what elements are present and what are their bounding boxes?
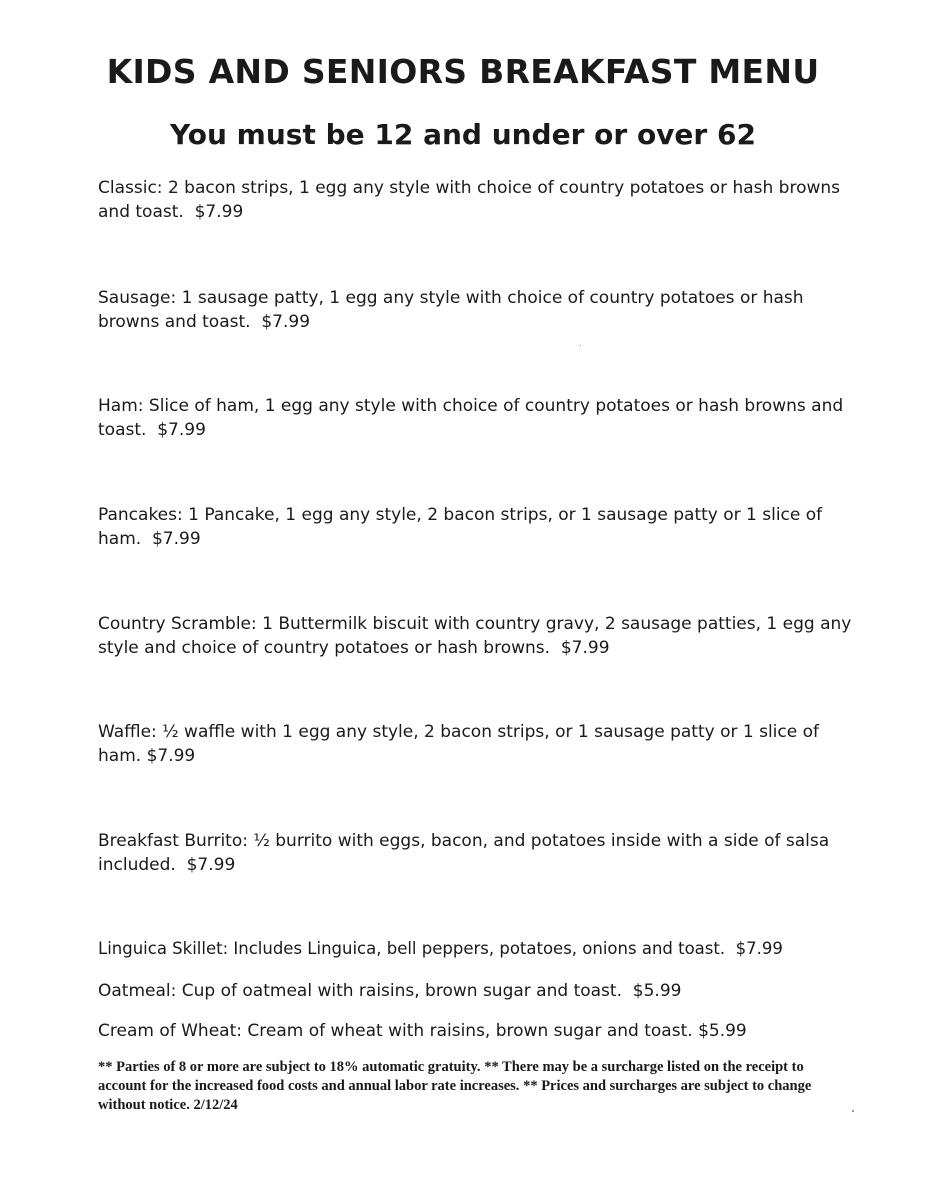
menu-item-classic: [98, 176, 858, 224]
menu-item-description: 1 sausage patty, 1 egg any style with choice of country potatoes or hash browns and toast.: [98, 288, 804, 332]
menu-item-sausage: [98, 286, 858, 334]
menu-title: KIDS AND SENIORS BREAKFAST MENU: [106, 52, 820, 91]
menu-item-name: Sausage:: [98, 288, 177, 308]
menu-item-description: Includes Linguica, bell peppers, potatoes, onions and toast.: [233, 939, 726, 958]
menu-item-name: Ham:: [98, 396, 144, 416]
menu-item-price: $7.99: [146, 746, 196, 766]
menu-item-price: $7.99: [560, 638, 610, 658]
menu-item-description: 1 Buttermilk biscuit with country gravy, 2 sausage patties, 1 egg any style and choice of country potatoes or hash browns.: [98, 614, 852, 658]
menu-item-description: 2 bacon strips, 1 egg any style with choice of country potatoes or hash browns and toast.: [98, 178, 841, 222]
menu-item-cream-of-wheat: [98, 1019, 888, 1043]
menu-item-name: Pancakes:: [98, 505, 183, 525]
gratuity-notice: ** Parties of 8 or more are subject to 18% automatic gratuity.: [98, 1059, 481, 1075]
menu-item-name: Breakfast Burrito:: [98, 831, 248, 851]
menu-item-pancakes: [98, 503, 858, 551]
menu-item-name: Oatmeal:: [98, 981, 177, 1001]
menu-item-description: 1 Pancake, 1 egg any style, 2 bacon strips, or 1 sausage patty or 1 slice of ham.: [98, 505, 823, 549]
menu-item-price: $7.99: [194, 202, 244, 222]
scan-speck: [852, 1110, 854, 1112]
menu-item-description: Cup of oatmeal with raisins, brown sugar and toast.: [181, 981, 622, 1001]
menu-item-description: Slice of ham, 1 egg any style with choice of country potatoes or hash browns and toast.: [98, 396, 844, 440]
menu-item-price: $5.99: [632, 981, 682, 1001]
menu-item-price: $7.99: [151, 529, 201, 549]
menu-item-price: $7.99: [261, 312, 311, 332]
menu-item-price: $7.99: [186, 855, 236, 875]
menu-item-linguica-skillet: [98, 937, 888, 961]
menu-item-description: ½ waffle with 1 egg any style, 2 bacon strips, or 1 sausage patty or 1 slice of ham.: [98, 722, 819, 766]
menu-item-price: $7.99: [735, 939, 783, 958]
menu-item-oatmeal: [98, 979, 858, 1003]
menu-item-breakfast-burrito: [98, 829, 858, 877]
menu-item-name: Classic:: [98, 178, 163, 198]
menu-item-name: Linguica Skillet:: [98, 939, 229, 958]
menu-item-waffle: [98, 720, 858, 768]
surcharge-notice: ** There may be a surcharge listed on the receipt to account for the increased food costs and annual labor rate increases.: [98, 1059, 804, 1094]
menu-item-country-scramble: [98, 612, 858, 660]
menu-item-name: Country Scramble:: [98, 614, 257, 634]
menu-item-name: Cream of Wheat:: [98, 1021, 242, 1041]
menu-item-price: $5.99: [698, 1021, 747, 1041]
menu-item-ham: [98, 394, 858, 442]
menu-item-description: ½ burrito with eggs, bacon, and potatoes inside with a side of salsa included.: [98, 831, 830, 875]
menu-item-price: $7.99: [157, 420, 206, 440]
footer-notice: [98, 1058, 838, 1115]
menu-subtitle: You must be 12 and under or over 62: [170, 118, 756, 151]
menu-item-name: Waffle:: [98, 722, 157, 742]
price-change-notice: ** Prices and surcharges are subject to change without notice. 2/12/24: [98, 1078, 812, 1113]
scan-speck: [580, 345, 581, 346]
menu-item-description: Cream of wheat with raisins, brown sugar and toast.: [247, 1021, 693, 1041]
